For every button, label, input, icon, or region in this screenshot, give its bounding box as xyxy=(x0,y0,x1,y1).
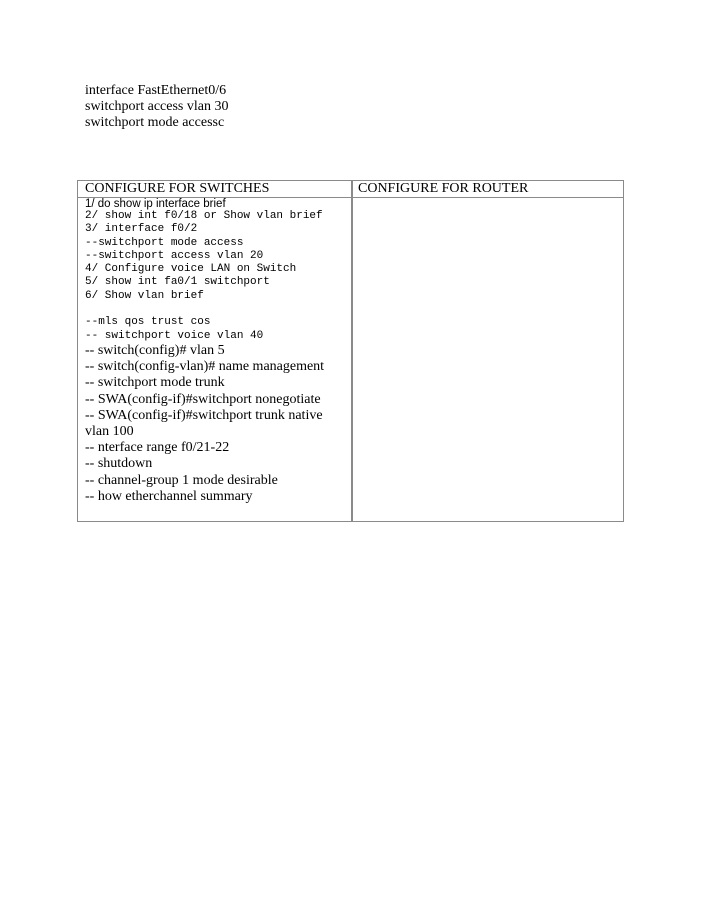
switch-line: --switchport mode access xyxy=(85,236,244,249)
switch-line: 4/ Configure voice LAN on Switch xyxy=(85,263,297,276)
config-table xyxy=(77,180,624,522)
switch-line: 2/ show int f0/18 or Show vlan brief xyxy=(85,210,323,222)
switch-line: 5/ show int fa0/1 switchport xyxy=(85,276,270,289)
intro-line: interface FastEthernet0/6 xyxy=(85,83,227,98)
switch-line: --mls qos trust cos xyxy=(85,316,211,329)
blank-line xyxy=(85,303,347,316)
switch-line: 1/ do show ip interface brief xyxy=(85,198,226,210)
switch-line: -- switch(config-vlan)# name management xyxy=(85,359,325,375)
switch-line: -- shutdown xyxy=(85,456,153,472)
switch-line: -- switchport voice vlan 40 xyxy=(85,329,264,342)
header-router: CONFIGURE FOR ROUTER xyxy=(358,181,529,196)
switch-line: -- switch(config)# vlan 5 xyxy=(85,342,225,358)
switch-line: -- how etherchannel summary xyxy=(85,488,253,504)
switch-config-cell xyxy=(85,199,347,505)
switch-line: -- channel-group 1 mode desirable xyxy=(85,472,278,488)
switch-line: 6/ Show vlan brief xyxy=(85,289,204,302)
column-divider xyxy=(351,181,353,521)
intro-line: switchport access vlan 30 xyxy=(85,99,229,114)
switch-line: -- SWA(config-if)#switchport nonegotiate xyxy=(85,391,321,407)
switch-line: -- nterface range f0/21-22 xyxy=(85,440,230,456)
switch-line: --switchport access vlan 20 xyxy=(85,249,264,262)
switch-line: -- SWA(config-if)#switchport trunk native vlan 100 xyxy=(85,407,323,439)
header-switches: CONFIGURE FOR SWITCHES xyxy=(85,181,270,196)
switch-line: 3/ interface f0/2 xyxy=(85,223,198,236)
intro-config-block xyxy=(85,83,228,131)
switch-line: -- switchport mode trunk xyxy=(85,375,225,391)
intro-line: switchport mode accessc xyxy=(85,115,225,130)
